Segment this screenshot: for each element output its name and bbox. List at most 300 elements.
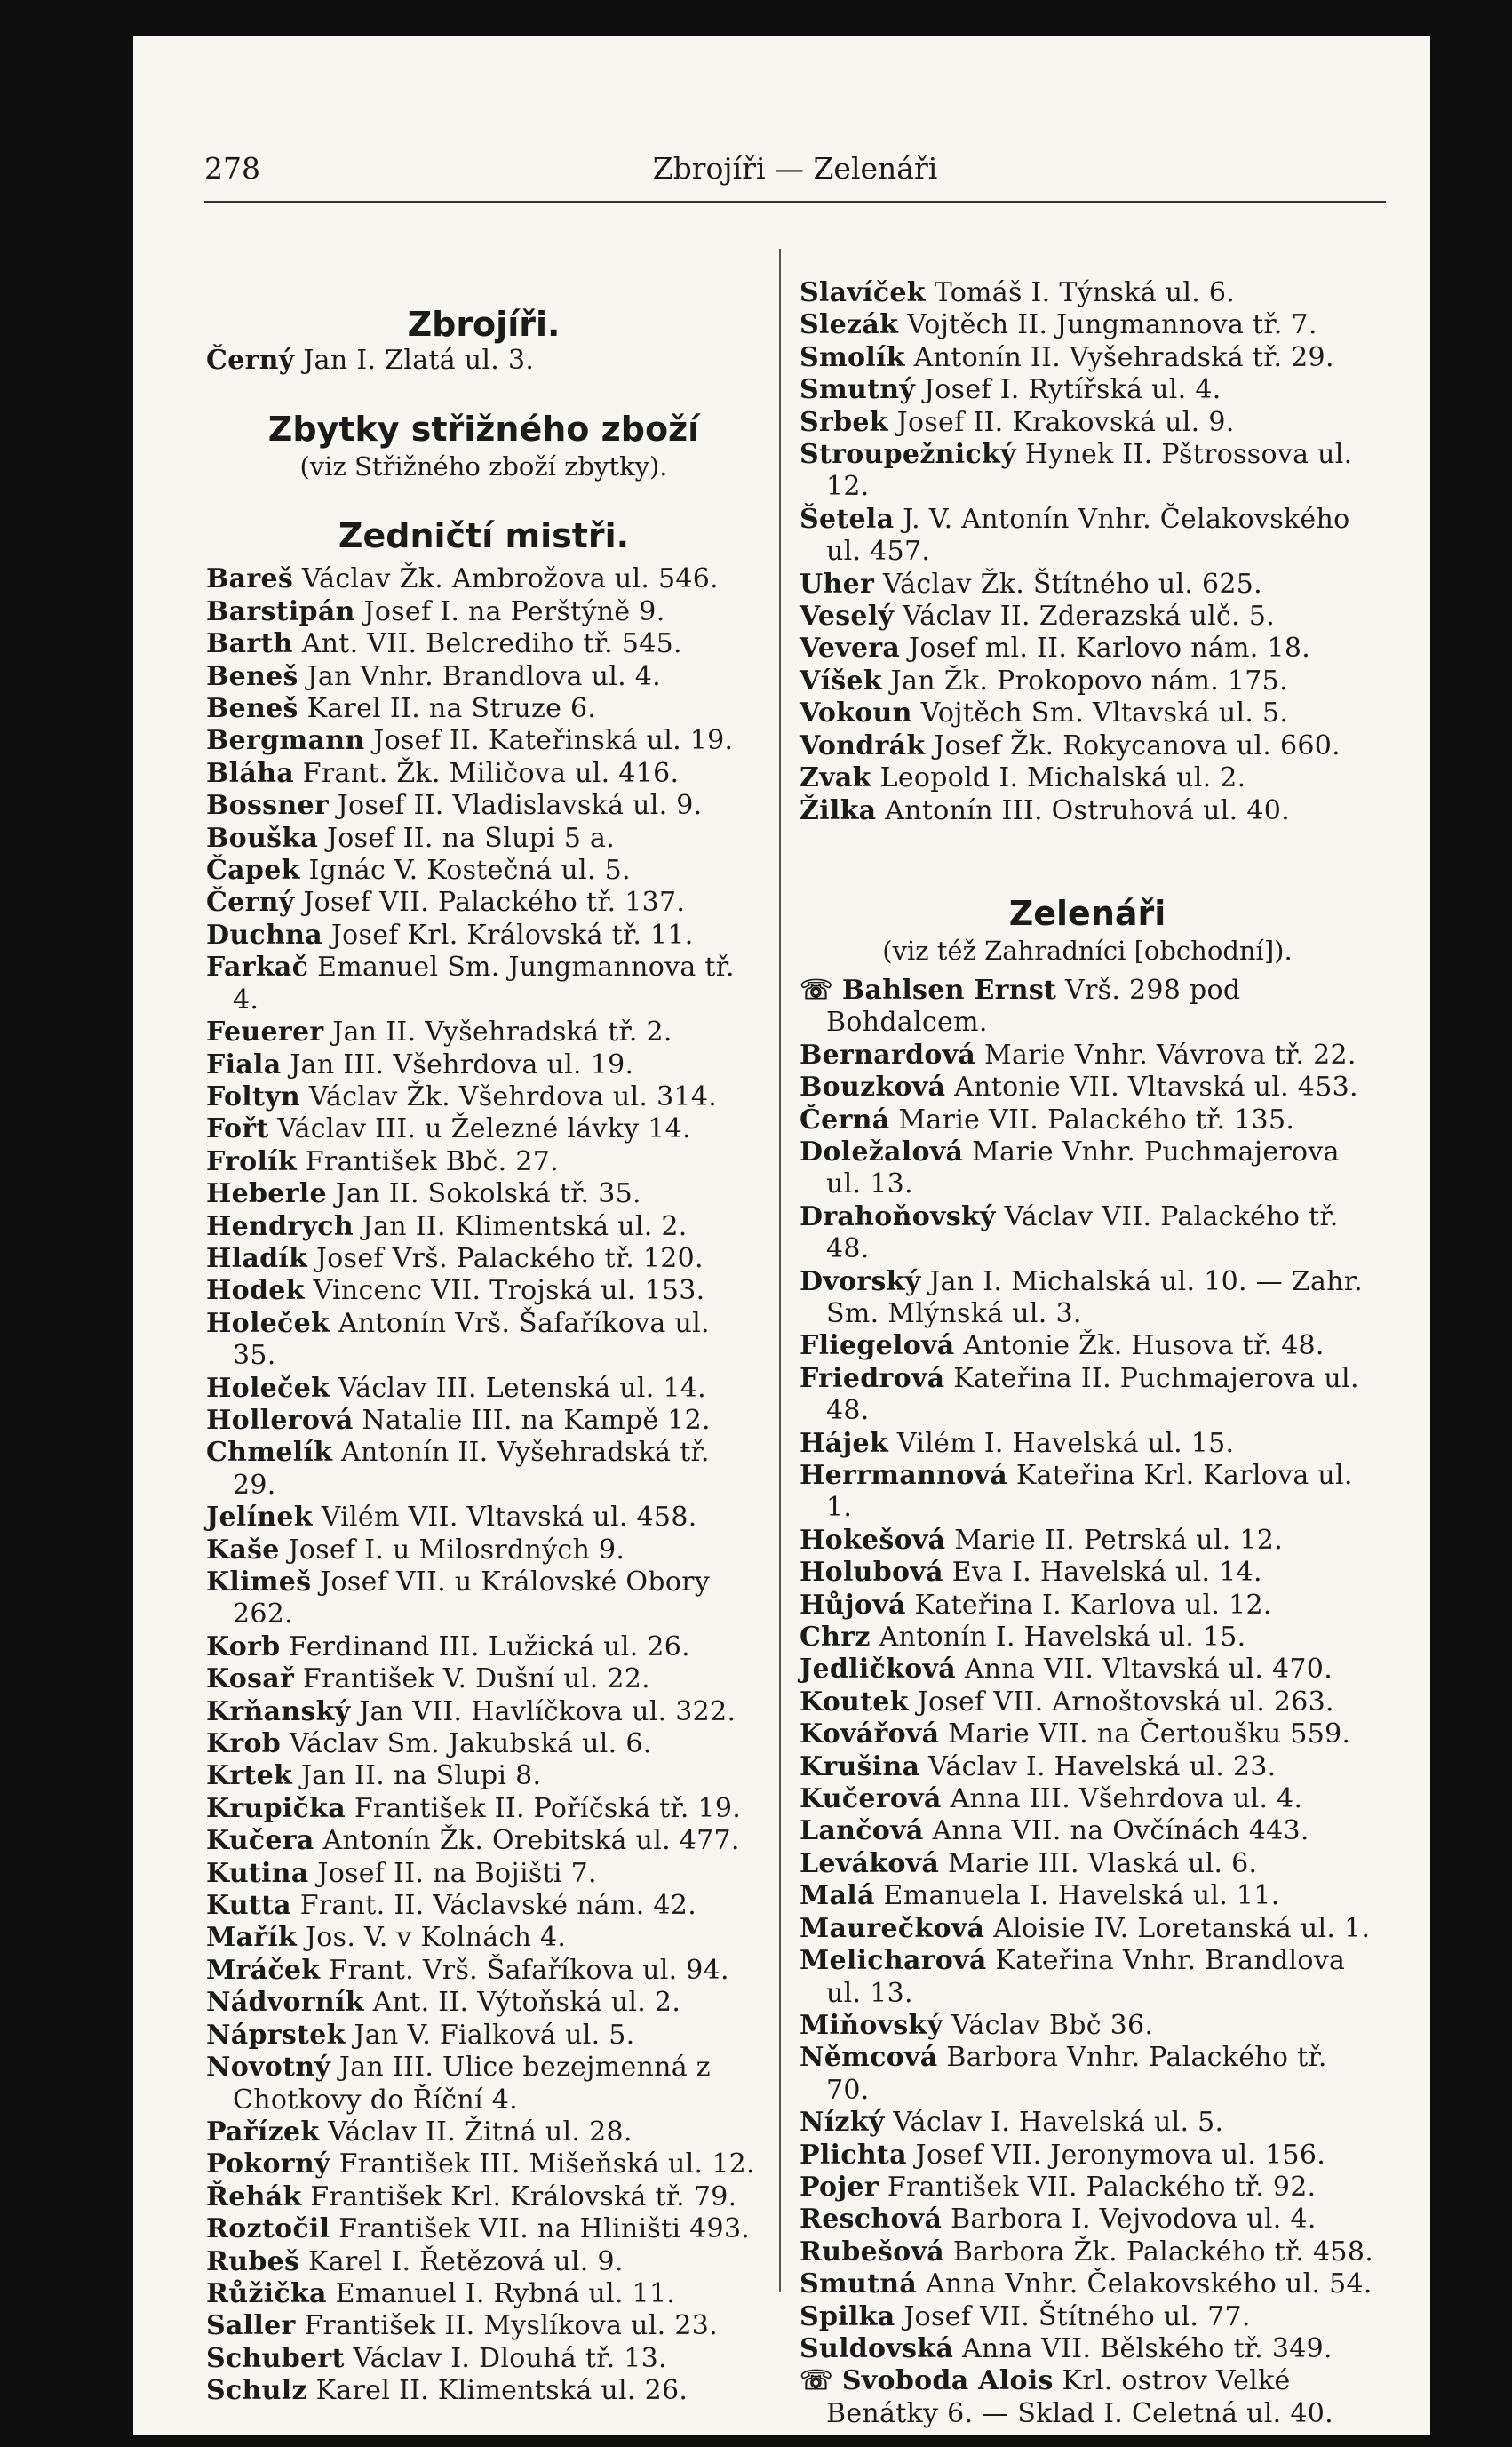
entry-details: Karel II. Klimentská ul. 26.	[315, 2375, 688, 2407]
entry-details: Antonín I. Havelská ul. 15.	[879, 1622, 1246, 1654]
entry-name: Kaše	[206, 1534, 280, 1566]
list-item	[800, 569, 1375, 601]
section-title-zelenari: Zelenáři	[1008, 893, 1166, 933]
entry-details: Josef ml. II. Karlovo nám. 18.	[909, 633, 1311, 665]
entry-details: Anna VII. Vltavská ul. 470.	[964, 1654, 1333, 1686]
entry-name: Čapek	[206, 855, 300, 887]
list-item	[800, 1848, 1375, 1880]
entry-name: Schubert	[206, 2342, 345, 2374]
list-item	[206, 2213, 761, 2245]
entry-name: Kutta	[206, 1890, 291, 1922]
list-item	[206, 345, 761, 377]
entry-details: František II. Poříčská tř. 19.	[354, 1792, 742, 1824]
list-item	[206, 2246, 761, 2278]
list-item	[206, 693, 761, 725]
entry-details: Kateřina II. Puchmajerova ul. 48.	[826, 1362, 1359, 1427]
list-item	[800, 407, 1375, 439]
entry-name: Víšek	[800, 665, 882, 697]
entry-details: Jan Vnhr. Brandlova ul. 4.	[306, 660, 662, 692]
entry-name: Náprstek	[206, 2019, 346, 2051]
entry-name: Fiala	[206, 1048, 282, 1080]
entry-details: Ferdinand III. Lužická ul. 26.	[289, 1630, 690, 1662]
entry-details: Václav Žk. Štítného ul. 625.	[882, 568, 1263, 600]
entry-name: Hladík	[206, 1242, 308, 1274]
entry-details: Hynek II. Pštrossova ul. 12.	[826, 439, 1353, 503]
list-item	[800, 309, 1375, 341]
list-item	[206, 1922, 761, 1954]
entry-details: Ignác V. Kostečná ul. 5.	[308, 855, 631, 887]
entry-name: Svoboda Alois	[841, 2365, 1054, 2397]
list-item	[800, 439, 1375, 504]
entry-name: Dvorský	[800, 1265, 921, 1297]
list-item	[206, 952, 761, 1016]
list-item	[800, 1622, 1375, 1654]
list-item	[206, 2020, 761, 2052]
entry-details: Antonie Žk. Husova tř. 48.	[963, 1330, 1325, 1362]
entry-details: Jan Žk. Prokopovo nám. 175.	[890, 665, 1288, 697]
list-item	[800, 2204, 1375, 2236]
list-item	[206, 2116, 761, 2148]
list-item	[800, 1330, 1375, 1362]
entry-name: Korb	[206, 1630, 281, 1662]
list-item	[800, 1945, 1375, 2010]
entry-name: Růžička	[206, 2277, 327, 2309]
entry-name: Pokorný	[206, 2148, 330, 2180]
list-item	[800, 2301, 1375, 2333]
entry-details: Antonín Vrš. Šafaříkova ul. 35.	[233, 1307, 710, 1372]
list-item	[800, 1525, 1375, 1557]
running-title: Zbrojíři — Zelenáři	[652, 151, 938, 186]
list-item	[206, 823, 761, 855]
entry-name: Friedrová	[800, 1362, 945, 1394]
list-item	[800, 1783, 1375, 1815]
list-item	[800, 1072, 1375, 1104]
entry-name: Suldovská	[800, 2332, 954, 2364]
list-item	[800, 697, 1375, 729]
entry-name: Miňovský	[800, 2009, 943, 2041]
entry-name: Chmelík	[206, 1437, 333, 1469]
entry-name: Fliegelová	[800, 1330, 955, 1362]
entry-details: Václav III. Letenská ul. 14.	[338, 1372, 707, 1404]
section-title-zbytky: Zbytky střižného zboží	[267, 410, 700, 450]
telephone-icon: ☏	[800, 974, 833, 1006]
entry-list-zednicti-mistri	[206, 563, 761, 2407]
entry-details: Jan III. Ulice bezejmenná z Chotkovy do Říční 4.	[233, 2052, 711, 2116]
entry-details: Jan I. Zlatá ul. 3.	[303, 345, 535, 376]
list-item	[800, 2042, 1375, 2107]
entry-name: Fořt	[206, 1113, 269, 1145]
list-item	[800, 633, 1375, 665]
section-title-zbrojiri: Zbrojíři.	[407, 305, 561, 344]
entry-details: Emanuel Sm. Jungmannova tř. 4.	[233, 952, 735, 1016]
entry-details: Josef I. Rytířská ul. 4.	[923, 374, 1222, 406]
entry-name: Bouzková	[800, 1072, 946, 1104]
entry-details: Josef II. na Bojišti 7.	[317, 1857, 597, 1889]
entry-details: František Krl. Královská tř. 79.	[310, 2180, 737, 2212]
entry-name: Chrz	[800, 1622, 871, 1654]
entry-details: Václav VII. Palackého tř. 48.	[826, 1200, 1339, 1265]
list-item	[206, 2052, 761, 2116]
entry-details: Josef VII. Jeronymova ul. 156.	[915, 2139, 1326, 2171]
entry-name: Beneš	[206, 660, 298, 692]
entry-details: Anna VII. Bělského tř. 349.	[961, 2332, 1333, 2364]
entry-name: Smutný	[800, 374, 916, 406]
entry-name: Heberle	[206, 1178, 327, 1210]
list-item	[206, 920, 761, 952]
entry-name: Vokoun	[800, 697, 912, 729]
list-item	[206, 1793, 761, 1825]
entry-details: Karel I. Řetězová ul. 9.	[308, 2245, 624, 2277]
left-column	[206, 277, 761, 2408]
entry-details: Václav Bbč 36.	[951, 2009, 1154, 2041]
entry-name: Krňanský	[206, 1695, 351, 1727]
entry-name: Kučera	[206, 1825, 314, 1857]
list-item	[800, 2140, 1375, 2172]
entry-name: Farkač	[206, 952, 309, 984]
list-item	[800, 1557, 1375, 1589]
header-rule	[204, 201, 1386, 203]
entry-details: Ant. VII. Belcrediho tř. 545.	[301, 628, 682, 660]
list-item	[206, 790, 761, 822]
entry-details: Václav Sm. Jakubská ul. 6.	[289, 1728, 652, 1760]
list-item	[206, 1308, 761, 1373]
entry-name: Bernardová	[800, 1039, 976, 1071]
list-item	[206, 758, 761, 790]
entry-details: František V. Dušní ul. 22.	[302, 1663, 650, 1695]
entry-name: Koutek	[800, 1686, 909, 1718]
list-item	[206, 2148, 761, 2180]
entry-details: Josef II. na Slupi 5 a.	[326, 822, 616, 854]
list-item	[206, 1178, 761, 1210]
entry-details: Václav I. Havelská ul. 5.	[893, 2107, 1224, 2139]
entry-name: Mařík	[206, 1922, 298, 1954]
entry-details: Anna VII. na Ovčínách 443.	[932, 1815, 1309, 1847]
list-item	[206, 596, 761, 628]
entry-list-zbrojiri	[206, 345, 761, 377]
telephone-icon: ☏	[800, 2365, 833, 2397]
list-item	[800, 1815, 1375, 1847]
entry-name: Lančová	[800, 1815, 924, 1847]
entry-name: Černá	[800, 1104, 890, 1136]
entry-details: Josef Vrš. Palackého tř. 120.	[315, 1242, 704, 1274]
entry-details: Jos. V. v Kolnách 4.	[305, 1922, 567, 1954]
entry-details: Tomáš I. Týnská ul. 6.	[934, 277, 1236, 308]
entry-name: Klimeš	[206, 1566, 312, 1598]
entry-details: Vincenc VII. Trojská ul. 153.	[313, 1275, 705, 1307]
entry-details: František Bbč. 27.	[305, 1145, 559, 1177]
entry-details: František III. Mišeňská ul. 12.	[338, 2148, 755, 2180]
list-item	[206, 1890, 761, 1922]
column-divider	[779, 249, 781, 2292]
entry-name: Hájek	[800, 1427, 889, 1459]
entry-name: Barstipán	[206, 595, 355, 627]
directory-page	[133, 36, 1430, 2435]
list-item	[800, 1590, 1375, 1622]
list-item	[800, 1913, 1375, 1945]
entry-name: Pojer	[800, 2171, 879, 2203]
entry-name: Holeček	[206, 1307, 330, 1339]
entry-name: Malá	[800, 1880, 875, 1912]
list-item	[800, 1104, 1375, 1136]
entry-name: Černý	[206, 887, 295, 919]
list-item	[206, 2278, 761, 2310]
entry-details: Vrš. 298 pod Bohdalcem.	[826, 974, 1241, 1039]
entry-details: Kateřina Vnhr. Brandlova ul. 13.	[826, 1945, 1346, 2009]
entry-details: Josef II. Vladislavská ul. 9.	[337, 790, 703, 822]
entry-details: Marie Vnhr. Vávrova tř. 22.	[984, 1039, 1357, 1071]
list-item	[206, 1373, 761, 1405]
entry-name: Vevera	[800, 633, 901, 665]
entry-details: Jan III. Všehrdova ul. 19.	[290, 1048, 634, 1080]
list-item	[206, 1502, 761, 1534]
entry-name: Krob	[206, 1728, 282, 1760]
entry-name: Krušina	[800, 1750, 920, 1782]
entry-details: Frant. Vrš. Šafaříkova ul. 94.	[329, 1954, 729, 1986]
entry-details: Jan II. Klimentská ul. 2.	[362, 1210, 688, 1242]
entry-name: Řehák	[206, 2180, 302, 2212]
entry-details: Jan V. Fialková ul. 5.	[354, 2019, 635, 2051]
entry-name: Bareš	[206, 563, 294, 595]
list-item	[206, 1275, 761, 1307]
list-item	[800, 1880, 1375, 1912]
list-item	[206, 1858, 761, 1890]
entry-name: Reschová	[800, 2204, 943, 2236]
entry-details: Josef Krl. Královská tř. 11.	[330, 919, 694, 951]
entry-details: Vilém VII. Vltavská ul. 458.	[321, 1502, 697, 1534]
list-item	[800, 1428, 1375, 1460]
entry-name: Holubová	[800, 1557, 943, 1589]
entry-name: Bouška	[206, 822, 319, 854]
list-item	[800, 1686, 1375, 1718]
list-item	[800, 601, 1375, 633]
list-item	[800, 762, 1375, 794]
list-item	[206, 1211, 761, 1243]
entry-details: Marie VII. Palackého tř. 135.	[898, 1104, 1295, 1136]
entry-list-zednicti-continued	[800, 277, 1375, 827]
entry-name: Uher	[800, 568, 875, 600]
entry-details: Antonín II. Vyšehradská tř. 29.	[913, 341, 1334, 373]
list-item	[206, 2310, 761, 2342]
list-item	[800, 666, 1375, 697]
entry-name: Kosař	[206, 1663, 295, 1695]
list-item	[206, 1146, 761, 1178]
list-item	[800, 2333, 1375, 2365]
list-item	[800, 504, 1375, 569]
entry-name: Kutina	[206, 1857, 309, 1889]
entry-details: Jan I. Michalská ul. 10. — Zahr. Sm. Mlýnská ul. 3.	[826, 1265, 1363, 1329]
list-item	[206, 628, 761, 660]
entry-details: Emanuel I. Rybná ul. 11.	[335, 2277, 676, 2309]
entry-details: J. V. Antonín Vnhr. Čelakovského ul. 457.	[826, 503, 1350, 568]
entry-name: Foltyn	[206, 1080, 300, 1112]
entry-name: Mráček	[206, 1954, 321, 1986]
entry-name: Hendrych	[206, 1210, 354, 1242]
entry-details: Karel II. na Struze 6.	[306, 693, 597, 725]
entry-name: Bossner	[206, 790, 329, 822]
entry-name: Leváková	[800, 1847, 940, 1879]
entry-name: Spilka	[800, 2300, 895, 2332]
entry-details: Frant. Žk. Miličova ul. 416.	[302, 757, 680, 789]
entry-details: Anna Vnhr. Čelakovského ul. 54.	[925, 2268, 1373, 2300]
entry-name: Veselý	[800, 601, 895, 633]
list-item	[800, 277, 1375, 309]
entry-name: Drahoňovský	[800, 1200, 996, 1232]
entry-details: Barbora Vnhr. Palackého tř. 70.	[826, 2042, 1327, 2106]
entry-name: Hollerová	[206, 1404, 354, 1436]
entry-name: Němcová	[800, 2042, 938, 2074]
entry-name: Smolík	[800, 341, 905, 373]
entry-name: Smutná	[800, 2268, 918, 2300]
list-item	[800, 1266, 1375, 1331]
list-item	[800, 2236, 1375, 2268]
entry-details: Frant. II. Václavské nám. 42.	[299, 1890, 697, 1922]
entry-details: Václav III. u Železné lávky 14.	[277, 1113, 691, 1145]
page-header	[204, 151, 1386, 197]
list-item	[800, 1654, 1375, 1686]
entry-details: Václav I. Dlouhá tř. 13.	[353, 2342, 667, 2374]
list-item	[206, 2375, 761, 2407]
entry-name: Beneš	[206, 693, 298, 725]
entry-name: Nízký	[800, 2107, 885, 2139]
entry-name: Kučerová	[800, 1783, 942, 1815]
entry-details: Jan II. na Slupi 8.	[300, 1760, 542, 1792]
entry-name: Duchna	[206, 919, 322, 951]
entry-name: Hokešová	[800, 1524, 946, 1556]
entry-details: Antonie VII. Vltavská ul. 453.	[954, 1072, 1358, 1104]
list-item	[800, 2107, 1375, 2139]
section-note-zbytky: (viz Střižného zboží zbytky).	[299, 451, 668, 482]
section-title-zednicti-mistri: Zedničtí mistři.	[338, 516, 630, 556]
entry-name: Krupička	[206, 1792, 346, 1824]
entry-name: Saller	[206, 2310, 296, 2342]
entry-details: Jan II. Vyšehradská tř. 2.	[332, 1016, 672, 1048]
entry-details: Kateřina Krl. Karlova ul. 1.	[826, 1460, 1353, 1524]
entry-details: Marie VII. na Čertoušku 559.	[948, 1718, 1351, 1750]
list-item	[800, 1201, 1375, 1266]
entry-name: Bergmann	[206, 725, 365, 757]
list-item	[800, 342, 1375, 374]
list-item	[206, 1016, 761, 1048]
entry-name: Feuerer	[206, 1016, 324, 1048]
entry-details: Václav Žk. Ambrožova ul. 546.	[301, 563, 720, 595]
entry-details: Emanuela I. Havelská ul. 11.	[883, 1880, 1280, 1912]
entry-name: Rubeš	[206, 2245, 300, 2277]
list-item	[206, 1405, 761, 1437]
entry-details: Vojtěch Sm. Vltavská ul. 5.	[920, 697, 1289, 729]
entry-details: Kateřina I. Karlova ul. 12.	[914, 1589, 1272, 1621]
entry-name: Novotný	[206, 2052, 331, 2084]
entry-name: Slezák	[800, 309, 899, 341]
list-item	[206, 2343, 761, 2375]
entry-details: Václav I. Havelská ul. 23.	[928, 1750, 1277, 1782]
entry-details: Vojtěch II. Jungmannova tř. 7.	[907, 309, 1317, 341]
entry-details: Josef II. Kateřinská ul. 19.	[373, 725, 734, 757]
entry-details: Antonín III. Ostruhová ul. 40.	[885, 794, 1290, 826]
entry-details: Jan VII. Havlíčkova ul. 322.	[359, 1695, 736, 1727]
entry-details: Josef VII. Arnoštovská ul. 263.	[917, 1686, 1334, 1718]
entry-name: Herrmannová	[800, 1460, 1008, 1491]
entry-name: Nádvorník	[206, 1987, 364, 2019]
entry-name: Krtek	[206, 1760, 293, 1792]
entry-name: Žilka	[800, 794, 877, 826]
entry-details: Aloisie IV. Loretanská ul. 1.	[993, 1912, 1371, 1944]
list-item	[800, 2365, 1375, 2430]
list-item	[206, 1631, 761, 1663]
list-item	[206, 1696, 761, 1728]
section-note-zelenari: (viz též Zahradníci [obchodní]).	[882, 935, 1293, 966]
page-number: 278	[204, 151, 260, 186]
entry-name: Kovářová	[800, 1718, 940, 1750]
entry-details: Josef VII. u Královské Obory 262.	[233, 1566, 711, 1630]
entry-details: Václav II. Zderazská ulč. 5.	[903, 601, 1276, 633]
entry-name: Frolík	[206, 1145, 297, 1177]
entry-name: Zvak	[800, 762, 871, 794]
list-item	[206, 1728, 761, 1760]
list-item	[800, 1460, 1375, 1525]
entry-name: Doležalová	[800, 1136, 964, 1168]
entry-details: František VII. na Hliništi 493.	[338, 2213, 751, 2245]
list-item	[800, 1040, 1375, 1072]
list-item	[800, 730, 1375, 762]
list-item	[800, 1363, 1375, 1428]
entry-name: Schulz	[206, 2375, 307, 2407]
entry-details: Josef Žk. Rokycanova ul. 660.	[934, 729, 1341, 761]
entry-name: Pařízek	[206, 2116, 320, 2148]
entry-details: Eva I. Havelská ul. 14.	[951, 1557, 1262, 1589]
list-item	[206, 855, 761, 887]
entry-details: Natalie III. na Kampě 12.	[362, 1404, 711, 1436]
entry-name: Holeček	[206, 1372, 330, 1404]
entry-details: Jan II. Sokolská tř. 35.	[335, 1178, 641, 1210]
list-item	[800, 1718, 1375, 1750]
list-item	[800, 1136, 1375, 1201]
list-item	[206, 1825, 761, 1857]
list-item	[206, 887, 761, 919]
entry-name: Maurečková	[800, 1912, 985, 1944]
list-item	[206, 1987, 761, 2019]
entry-details: Barbora I. Vejvodova ul. 4.	[951, 2204, 1317, 2236]
entry-details: Vilém I. Havelská ul. 15.	[896, 1427, 1235, 1459]
entry-name: Stroupežnický	[800, 439, 1016, 471]
list-item	[800, 795, 1375, 827]
list-item	[206, 725, 761, 757]
entry-name: Melicharová	[800, 1945, 987, 1977]
list-item	[800, 975, 1375, 1040]
entry-details: Marie Vnhr. Puchmajerova ul. 13.	[826, 1136, 1340, 1200]
list-item	[206, 1049, 761, 1081]
list-item	[206, 1663, 761, 1695]
list-item	[206, 1534, 761, 1566]
list-item	[800, 1751, 1375, 1783]
entry-details: Antonín II. Vyšehradská tř. 29.	[233, 1437, 710, 1501]
entry-name: Plichta	[800, 2139, 907, 2171]
entry-list-zelenari	[800, 975, 1375, 2430]
entry-details: Josef II. Krakovská ul. 9.	[896, 406, 1235, 438]
list-item	[206, 1113, 761, 1145]
entry-details: Josef VII. Štítného ul. 77.	[903, 2300, 1251, 2332]
list-item	[800, 374, 1375, 406]
list-item	[206, 661, 761, 693]
entry-details: Marie II. Petrská ul. 12.	[954, 1524, 1284, 1556]
list-item	[206, 1955, 761, 1987]
list-item	[206, 1760, 761, 1792]
entry-name: Jelínek	[206, 1502, 313, 1534]
entry-name: Bahlsen Ernst	[841, 974, 1057, 1006]
entry-details: Josef I. u Milosrdných 9.	[288, 1534, 625, 1566]
list-item	[206, 1243, 761, 1275]
entry-details: Krl. ostrov Velké Benátky 6. — Sklad I. Celetná ul. 40.	[826, 2365, 1333, 2429]
entry-details: Leopold I. Michalská ul. 2.	[879, 762, 1246, 794]
